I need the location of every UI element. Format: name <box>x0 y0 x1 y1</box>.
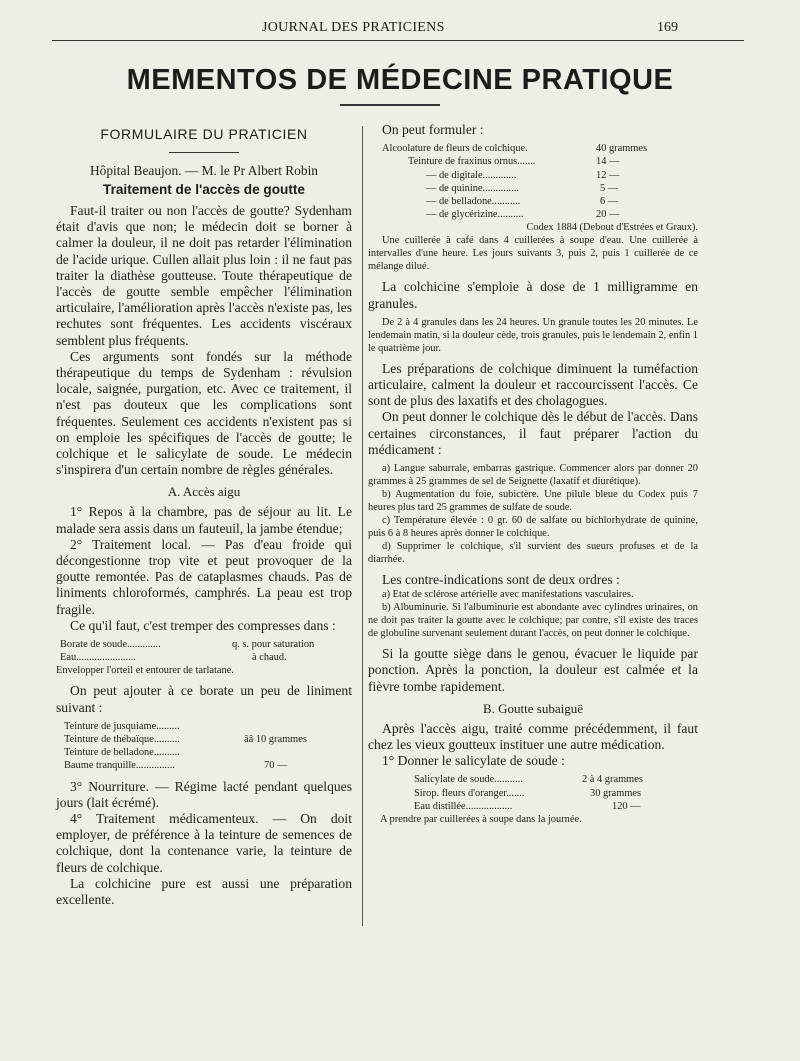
page-number: 169 <box>657 20 678 35</box>
paragraph: On peut ajouter à ce borate un peu de liniment suivant : <box>56 683 352 715</box>
quantity: 5 — <box>600 182 619 194</box>
dosage-note: De 2 à 4 granules dans les 24 heures. Un granule toutes les 20 minutes. Le lendemain matin, si la douleur cède, trois granules, puis le lendemain 2, enfin 1 le quatrième jour. <box>368 316 698 354</box>
paragraph: 4° Traitement médicamenteux. — On doit employer, de préférence à la teinture de semences de colchique, dont la contenance varie, la teinture de fleurs de colchique. <box>56 811 352 875</box>
ingredient: — de glycérizine.......... <box>426 209 524 221</box>
paragraph: Les contre-indications sont de deux ordres : <box>382 571 620 587</box>
recipe-line <box>64 720 352 733</box>
ingredient: Salicylate de soude........... <box>414 774 523 786</box>
header-rule <box>52 40 744 41</box>
dosage-note: Une cuillerée à café dans 4 cuillerées à soupe d'eau. Une cuillerée à intervalles d'une heure. Les jours suivants 3, puis 2, puis 1 cuillerée de ce mélange dilué. <box>368 235 698 273</box>
paragraph: On peut donner le colchique dès le début de l'accès. Dans certaines circonstances, il faut préparer l'action du médicament : <box>368 409 698 457</box>
ingredient: Alcoolature de fleurs de colchique. <box>382 143 528 155</box>
recipe-line <box>56 651 352 664</box>
right-column <box>368 122 698 826</box>
ingredient: Borate de soude............. <box>60 639 161 651</box>
paragraph: On peut formuler : <box>382 122 484 137</box>
recipe-line <box>368 773 698 786</box>
indication-d: d) Supprimer le colchique, s'il survient des sueurs profuses et de la diarrhée. <box>368 540 698 565</box>
ingredient: Eau distillée.................. <box>414 800 513 812</box>
ingredient: Baume tranquille............... <box>64 760 175 772</box>
paragraph: Ces arguments sont fondés sur la méthode thérapeutique du temps de Sydenham : révulsion locale, saignée, purgation, etc. Avec ce traitement, il n'est pas douteux que les complications sont fréquentes. Seulement ces accidents n'existent pas si on emploie les spécifiques de l'accès de goutte; le colchique et le salicylate de soude. Le médecin s'inspirera d'un certain nombre de règles générales. <box>56 348 352 478</box>
running-header <box>0 20 800 40</box>
recipe-colchique <box>368 142 698 234</box>
recipe-line <box>368 787 698 800</box>
column-divider <box>362 126 363 926</box>
paragraph: Si la goutte siège dans le genou, évacuer le liquide par ponction. Après la ponction, la douleur est calmée et la fièvre tombe rapidement. <box>368 646 698 694</box>
paragraph: Ce qu'il faut, c'est tremper des compresses dans : <box>70 617 336 633</box>
paragraph: 1° Repos à la chambre, pas de séjour au lit. Le malade sera assis dans un fauteuil, la jambe étendue; <box>56 504 352 536</box>
recipe-line <box>64 746 352 759</box>
quantity: q. s. pour saturation <box>232 639 315 651</box>
recipe-source: Codex 1884 (Debout d'Estrées et Graux). <box>526 222 698 234</box>
recipe-line <box>64 759 352 772</box>
recipe-line <box>368 155 698 168</box>
ingredient: Teinture de jusquiame......... <box>64 720 180 732</box>
subheading-goutte-subaigue: B. Goutte subaiguë <box>482 700 583 716</box>
recipe-line <box>368 182 698 195</box>
recipe-line <box>64 733 352 746</box>
ingredient: Teinture de thébaïque.......... <box>64 734 180 746</box>
quantity: 2 à 4 grammes <box>582 774 643 786</box>
quantity: 120 — <box>612 800 641 812</box>
quantity: ââ 10 grammes <box>244 734 307 746</box>
recipe-line <box>368 195 698 208</box>
recipe-note: Envelopper l'orteil et entourer de tarlatane. <box>56 665 234 677</box>
paragraph: La colchicine s'emploie à dose de 1 milligramme en granules. <box>368 279 698 311</box>
recipe-liniment <box>56 720 352 773</box>
section-rule <box>169 152 239 153</box>
ingredient: — de digitale............. <box>426 169 517 181</box>
indication-b: b) Augmentation du foie, subictère. Une pilule bleue du Codex puis 7 heures plus tard 25 grammes de sulfate de soude. <box>368 488 698 513</box>
recipe-line <box>56 638 352 651</box>
contraindication-b: b) Albuminurie. Si l'albuminurie est abondante avec cylindres urinaires, on ne doit pas traiter la goutte avec le colchique; par contre, s'il existe des traces de globuline survenant seulement durant l'accès, on peut donner le colchique. <box>368 602 698 640</box>
quantity: 14 — <box>596 156 620 168</box>
recipe-line <box>368 142 698 155</box>
paragraph: Les préparations de colchique diminuent la tuméfaction articulaire, calment la douleur et raccourcissent l'accès. Ce sont de plus des laxatifs et des cholagogues. <box>368 360 698 409</box>
section-title: FORMULAIRE DU PRATICIEN <box>100 126 308 142</box>
paragraph: Faut-il traiter ou non l'accès de goutte? Sydenham était d'avis que non; le médecin doit se borner à calmer la douleur, il ne doit pas retarder l'élimination de l'acide urique. Cullen allait plus loin : il ne faut pas traiter la diathèse goutteuse. Toute thérapeutique de l'accès de goutte semble empêcher l'élimination articulaire, l'amélioration après l'accès n'existe pas, les rechutes sont fréquentes. Les accidents viscéraux semblent plus fréquents. <box>56 203 352 348</box>
contraindication-a: a) Etat de sclérose artérielle avec manifestations vasculaires. <box>382 589 634 601</box>
recipe-line <box>368 800 698 813</box>
ingredient: Teinture de belladone.......... <box>64 747 180 759</box>
main-title: MEMENTOS DE MÉDECINE PRATIQUE <box>126 64 674 96</box>
paragraph: 2° Traitement local. — Pas d'eau froide qui décongestionne trop vite et peut provoquer de la goutte remontée. Pas de cataplasmes chauds. Pas de liniments chloroformés, camphrés. La peau est trop fragile. <box>56 536 352 617</box>
subheading-acces-aigu: A. Accès aigu <box>167 484 241 500</box>
ingredient: Sirop. fleurs d'oranger....... <box>414 787 525 799</box>
article-heading: Traitement de l'accès de goutte <box>103 182 305 197</box>
quantity: 12 — <box>596 169 620 181</box>
quantity: 70 — <box>264 760 288 772</box>
ingredient: — de belladone........... <box>426 195 521 207</box>
ingredient: — de quinine.............. <box>426 182 519 194</box>
paragraph: 3° Nourriture. — Régime lacté pendant quelques jours (lait écrémé). <box>56 778 352 810</box>
paragraph: 1° Donner le salicylate de soude : <box>382 753 565 769</box>
quantity: à chaud. <box>252 652 287 664</box>
recipe-borate <box>56 638 352 677</box>
ingredient: Eau....................... <box>60 652 136 664</box>
indication-a: a) Langue saburrale, embarras gastrique. Commencer alors par donner 20 grammes à 25 grammes de sel de Seignette (laxatif et diurétique). <box>368 462 698 487</box>
journal-title: JOURNAL DES PRATICIENS <box>262 20 445 35</box>
recipe-line <box>368 169 698 182</box>
indication-c: c) Température élevée : 0 gr. 60 de salfate ou bichlorhydrate de quinine, puis 6 à 8 heures après donner le colchique. <box>368 514 698 539</box>
recipe-note: A prendre par cuillerées à soupe dans la journée. <box>380 813 582 825</box>
paragraph: La colchicine pure est aussi une préparation excellente. <box>56 875 352 908</box>
hospital-line: Hôpital Beaujon. — M. le Pr Albert Robin <box>90 163 318 178</box>
title-ornament <box>340 104 440 106</box>
quantity: 6 — <box>600 195 619 207</box>
quantity: 40 grammes <box>596 143 648 155</box>
quantity: 20 — <box>596 209 620 221</box>
paragraph: Après l'accès aigu, traité comme précédemment, il faut chez les vieux goutteux instituer une autre médication. <box>368 720 698 752</box>
quantity: 30 grammes <box>590 787 642 799</box>
recipe-salicylate <box>368 773 698 826</box>
ingredient: Teinture de fraxinus ornus....... <box>408 156 536 168</box>
recipe-line <box>368 208 698 221</box>
left-column <box>56 122 352 908</box>
